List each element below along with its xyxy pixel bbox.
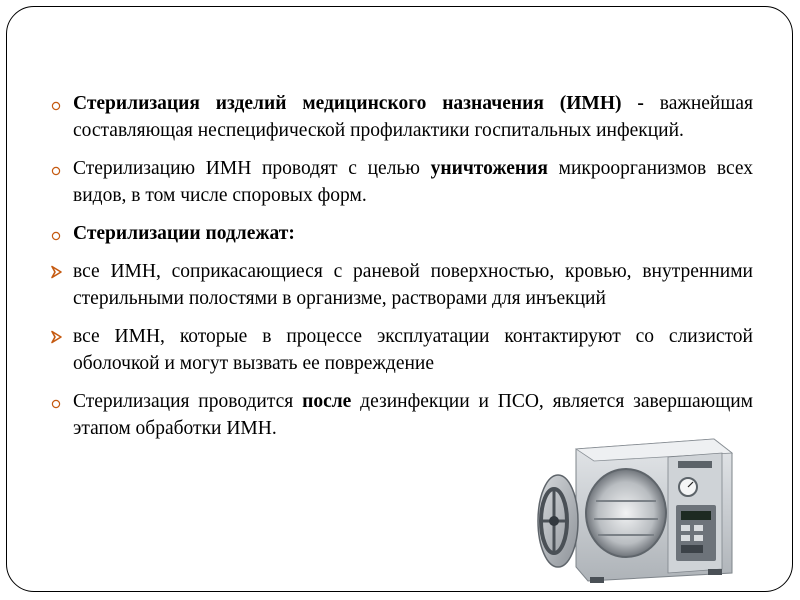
circle-bullet-icon [50,155,68,182]
body-text: все ИМН, соприкасающиеся с раневой поверхностью, кровью, внутренними стерильными полостями в организме, растворами для инъекций [73,261,753,309]
circle-bullet-icon [50,220,68,247]
bold-text: после [302,391,352,412]
autoclave-sterilizer-icon [518,435,738,585]
body-text: Стерилизация проводится [73,391,303,412]
body-text: микроорганизмов всех видов, в том числе споровых форм. [73,158,753,206]
bold-text: Стерилизация изделий медицинского назначения (ИМН) - [73,93,644,114]
bullet-list [48,90,753,453]
circle-bullet-icon [50,388,68,415]
circle-bullet-icon [50,90,68,117]
body-text: важнейшая составляющая неспецифической профилактики госпитальных инфекций. [73,93,753,141]
bold-text: уничтожения [430,158,548,179]
body-text: дезинфекции и ПСО, является завершающим этапом обработки ИМН. [73,391,754,439]
body-text: Стерилизацию ИМН проводят с целью [73,158,431,179]
autoclave-sterilizer-image [518,435,738,585]
body-text: все ИМН, которые в процессе эксплуатации контактируют со слизистой оболочкой и могут вызвать ее повреждение [73,326,753,374]
bullet-item [48,220,753,247]
bullet-item [48,388,753,442]
bullet-item [48,90,753,144]
arrow-bullet-icon [50,323,68,350]
arrow-bullet-icon [50,258,68,285]
bullet-item [48,258,753,312]
bold-text: Стерилизации подлежат: [73,223,295,244]
bullet-item [48,155,753,209]
bullet-item [48,323,753,377]
